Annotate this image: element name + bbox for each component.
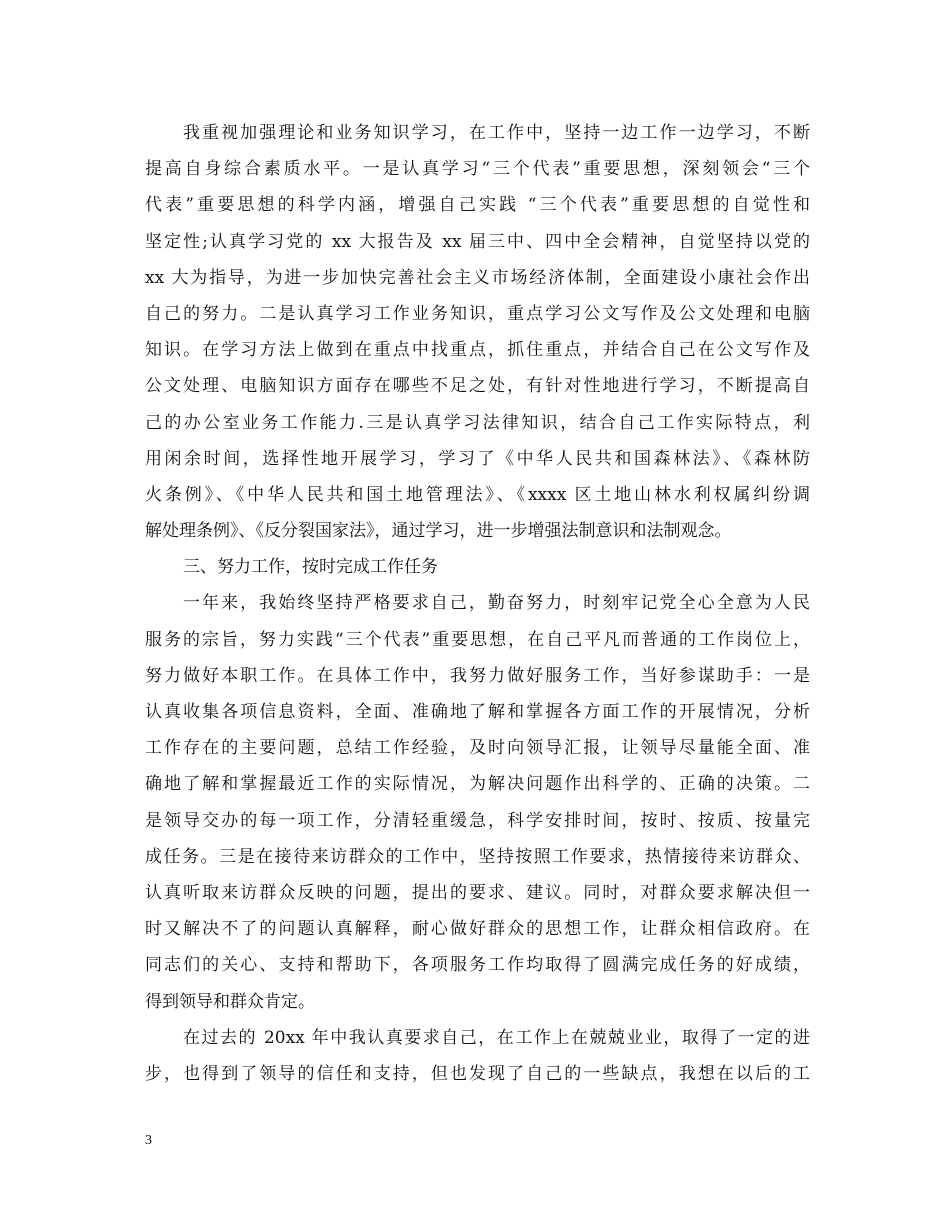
text-line: 坚定性;认真学习党的 xx 大报告及 xx 届三中、四中全会精神，自觉坚持以党的: [145, 231, 810, 252]
text-line: 时又解决不了的问题认真解释，耐心做好群众的思想工作，让群众相信政府。在: [145, 919, 810, 940]
text-line: 服务的宗旨，努力实践“三个代表”重要思想，在自己平凡而普通的工作岗位上，: [145, 629, 810, 650]
text-line: 确地了解和掌握最近工作的实际情况，为解决问题作出科学的、正确的决策。二: [145, 774, 810, 795]
text-line: 是领导交办的每一项工作，分清轻重缓急，科学安排时间，按时、按质、按量完: [145, 810, 810, 831]
text-line: 知识。在学习方法上做到在重点中找重点，抓住重点，并结合自己在公文写作及: [145, 340, 810, 361]
text-line: 用闲余时间，选择性地开展学习，学习了《中华人民共和国森林法》、《森林防: [145, 448, 810, 469]
text-line: 一年来，我始终坚持严格要求自己，勤奋努力，时刻牢记党全心全意为人民: [183, 593, 810, 614]
text-line: 步，也得到了领导的信任和支持，但也发现了自己的一些缺点，我想在以后的工: [145, 1063, 810, 1084]
text-line: 火条例》、《中华人民共和国土地管理法》、《xxxx 区土地山林水利权属纠纷调: [145, 484, 810, 505]
text-line: 在过去的 20xx 年中我认真要求自己，在工作上在兢兢业业，取得了一定的进: [183, 1027, 810, 1048]
text-line: 提高自身综合素质水平。一是认真学习“三个代表”重要思想，深刻领会“三个: [145, 159, 810, 180]
text-line: 己的办公室业务工作能力.三是认真学习法律知识，结合自己工作实际特点，利: [145, 412, 810, 433]
text-line: 努力做好本职工作。在具体工作中，我努力做好服务工作，当好参谋助手：一是: [145, 665, 810, 686]
page-number: 3: [145, 1133, 152, 1148]
document-body: [145, 115, 810, 1092]
text-line: 我重视加强理论和业务知识学习，在工作中，坚持一边工作一边学习，不断: [183, 123, 810, 143]
text-line: 认真收集各项信息资料，全面、准确地了解和掌握各方面工作的开展情况，分析: [145, 702, 810, 722]
text-line: 代表”重要思想的科学内涵，增强自己实践 “三个代表”重要思想的自觉性和: [145, 195, 810, 216]
text-line: 同志们的关心、支持和帮助下，各项服务工作均取得了圆满完成任务的好成绩，: [145, 955, 810, 976]
text-line: xx 大为指导，为进一步加快完善社会主义市场经济体制，全面建设小康社会作出: [145, 267, 810, 288]
text-line: 三、努力工作，按时完成工作任务: [183, 557, 438, 578]
text-line: 得到领导和群众肯定。: [145, 991, 315, 1012]
text-line: 工作存在的主要问题，总结工作经验，及时向领导汇报，让领导尽量能全面、准: [145, 738, 810, 759]
text-line: 认真听取来访群众反映的问题，提出的要求、建议。同时，对群众要求解决但一: [145, 882, 810, 903]
text-line: 解处理条例》、《反分裂国家法》，通过学习，进一步增强法制意识和法制观念。: [145, 521, 732, 542]
text-line: 自己的努力。二是认真学习工作业务知识，重点学习公文写作及公文处理和电脑: [145, 303, 810, 324]
text-line: 成任务。三是在接待来访群众的工作中，坚持按照工作要求，热情接待来访群众、: [145, 846, 810, 867]
text-line: 公文处理、电脑知识方面存在哪些不足之处，有针对性地进行学习，不断提高自: [145, 376, 810, 397]
